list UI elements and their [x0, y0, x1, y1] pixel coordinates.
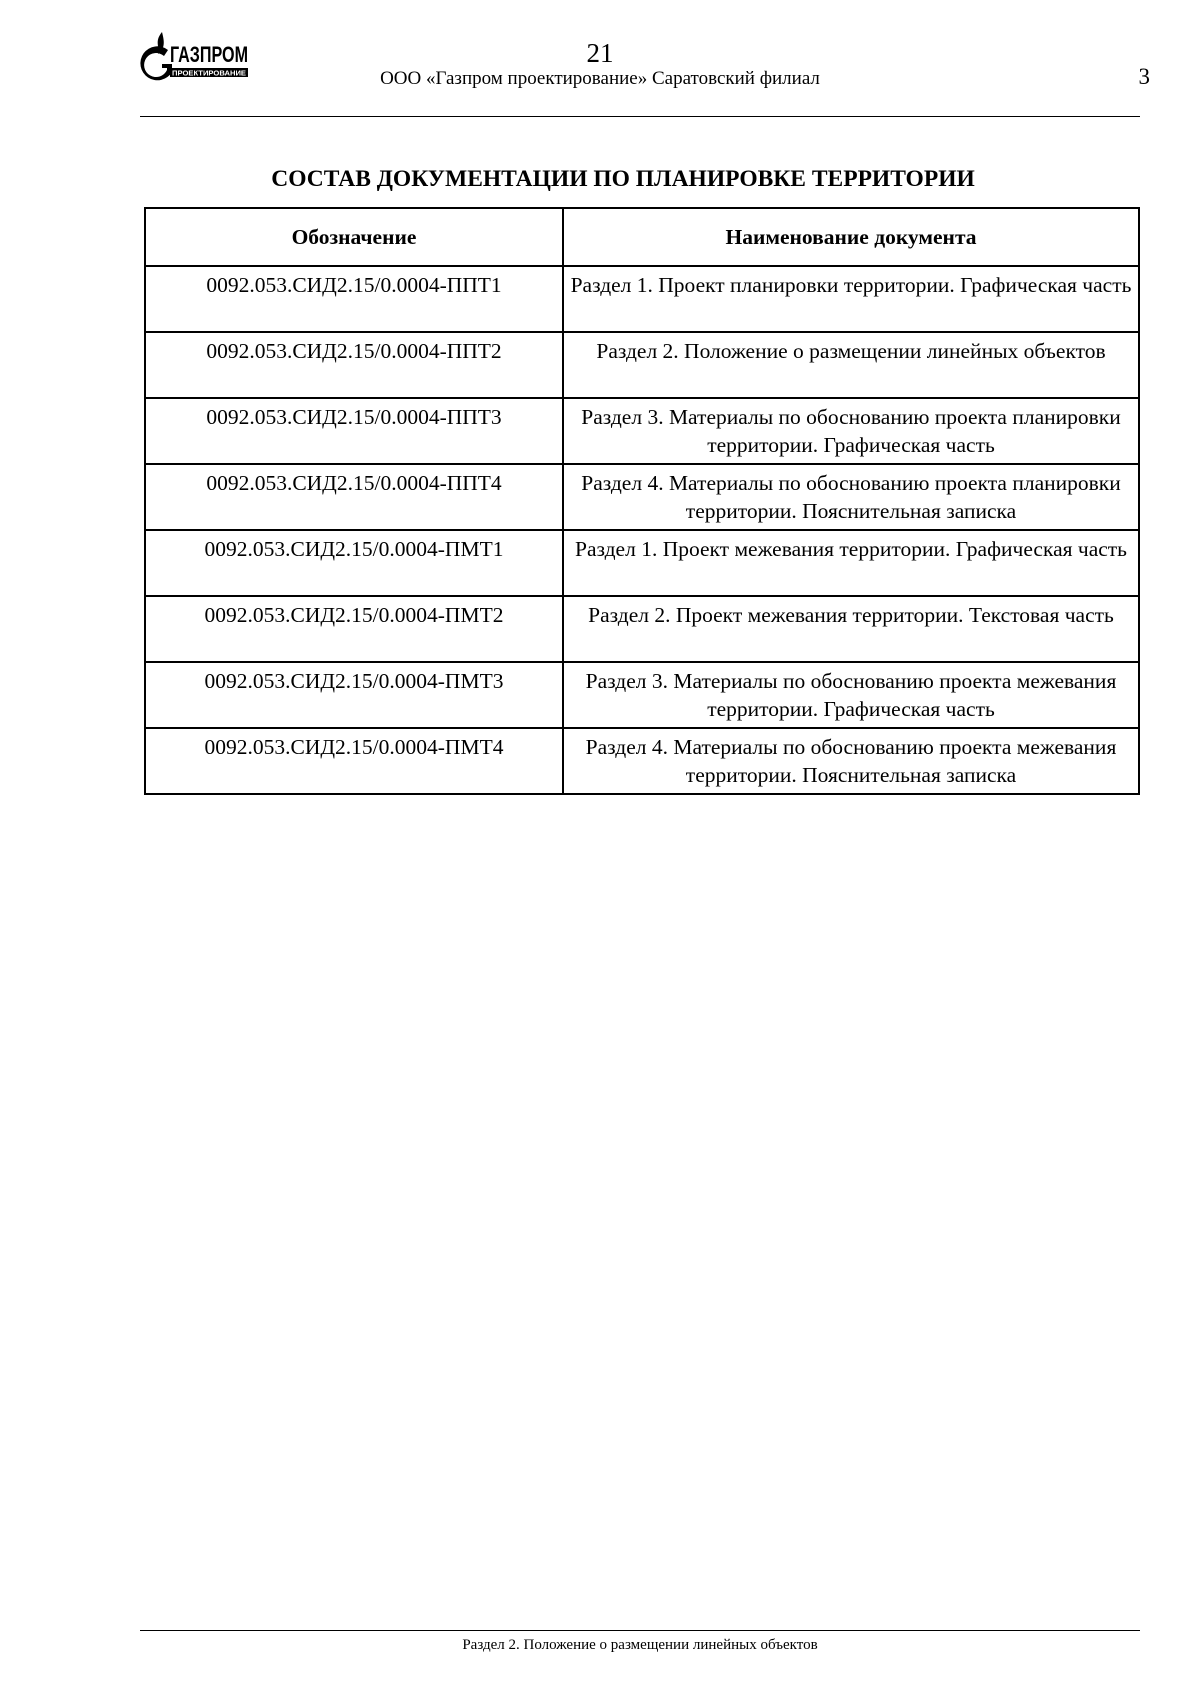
document-name-cell: Раздел 4. Материалы по обоснованию проекта планировки территории. Пояснительная записка — [563, 464, 1139, 530]
table-row — [145, 266, 1139, 332]
table-row — [145, 662, 1139, 728]
designation-cell: 0092.053.СИД2.15/0.0004-ППТ1 — [145, 266, 563, 332]
gazprom-logo — [140, 28, 260, 90]
sheet-number: 3 — [1138, 64, 1150, 89]
table-header-row — [145, 208, 1139, 266]
document-name-cell: Раздел 2. Положение о размещении линейных объектов — [563, 332, 1139, 398]
table-row — [145, 530, 1139, 596]
document-name-cell: Раздел 2. Проект межевания территории. Текстовая часть — [563, 596, 1139, 662]
svg-text:ПРОЕКТИРОВАНИЕ: ПРОЕКТИРОВАНИЕ — [172, 70, 247, 78]
document-name-cell: Раздел 1. Проект межевания территории. Графическая часть — [563, 530, 1139, 596]
document-title: СОСТАВ ДОКУМЕНТАЦИИ ПО ПЛАНИРОВКЕ ТЕРРИТОРИИ — [271, 166, 975, 192]
header-divider — [140, 116, 1140, 117]
page-number: 21 — [586, 38, 614, 68]
table-row — [145, 398, 1139, 464]
document-name-cell: Раздел 4. Материалы по обоснованию проекта межевания территории. Пояснительная записка — [563, 728, 1139, 794]
document-name-cell: Раздел 3. Материалы по обоснованию проекта планировки территории. Графическая часть — [563, 398, 1139, 464]
table-row — [145, 728, 1139, 794]
table-row — [145, 332, 1139, 398]
organization-name: ООО «Газпром проектирование» Саратовский филиал — [380, 68, 820, 89]
table-row — [145, 596, 1139, 662]
designation-cell: 0092.053.СИД2.15/0.0004-ПМТ4 — [145, 728, 563, 794]
designation-cell: 0092.053.СИД2.15/0.0004-ПМТ2 — [145, 596, 563, 662]
footer-divider — [140, 1630, 1140, 1631]
designation-cell: 0092.053.СИД2.15/0.0004-ППТ2 — [145, 332, 563, 398]
designation-cell: 0092.053.СИД2.15/0.0004-ПМТ1 — [145, 530, 563, 596]
designation-cell: 0092.053.СИД2.15/0.0004-ППТ4 — [145, 464, 563, 530]
column-header-designation: Обозначение — [145, 208, 563, 266]
designation-cell: 0092.053.СИД2.15/0.0004-ППТ3 — [145, 398, 563, 464]
document-name-cell: Раздел 1. Проект планировки территории. Графическая часть — [563, 266, 1139, 332]
designation-cell: 0092.053.СИД2.15/0.0004-ПМТ3 — [145, 662, 563, 728]
document-name-cell: Раздел 3. Материалы по обоснованию проекта межевания территории. Графическая часть — [563, 662, 1139, 728]
svg-text:ГАЗПРОМ: ГАЗПРОМ — [170, 42, 248, 67]
documentation-table — [144, 207, 1140, 795]
footer-section-title: Раздел 2. Положение о размещении линейных объектов — [462, 1637, 818, 1653]
column-header-document-name: Наименование документа — [563, 208, 1139, 266]
table-row — [145, 464, 1139, 530]
